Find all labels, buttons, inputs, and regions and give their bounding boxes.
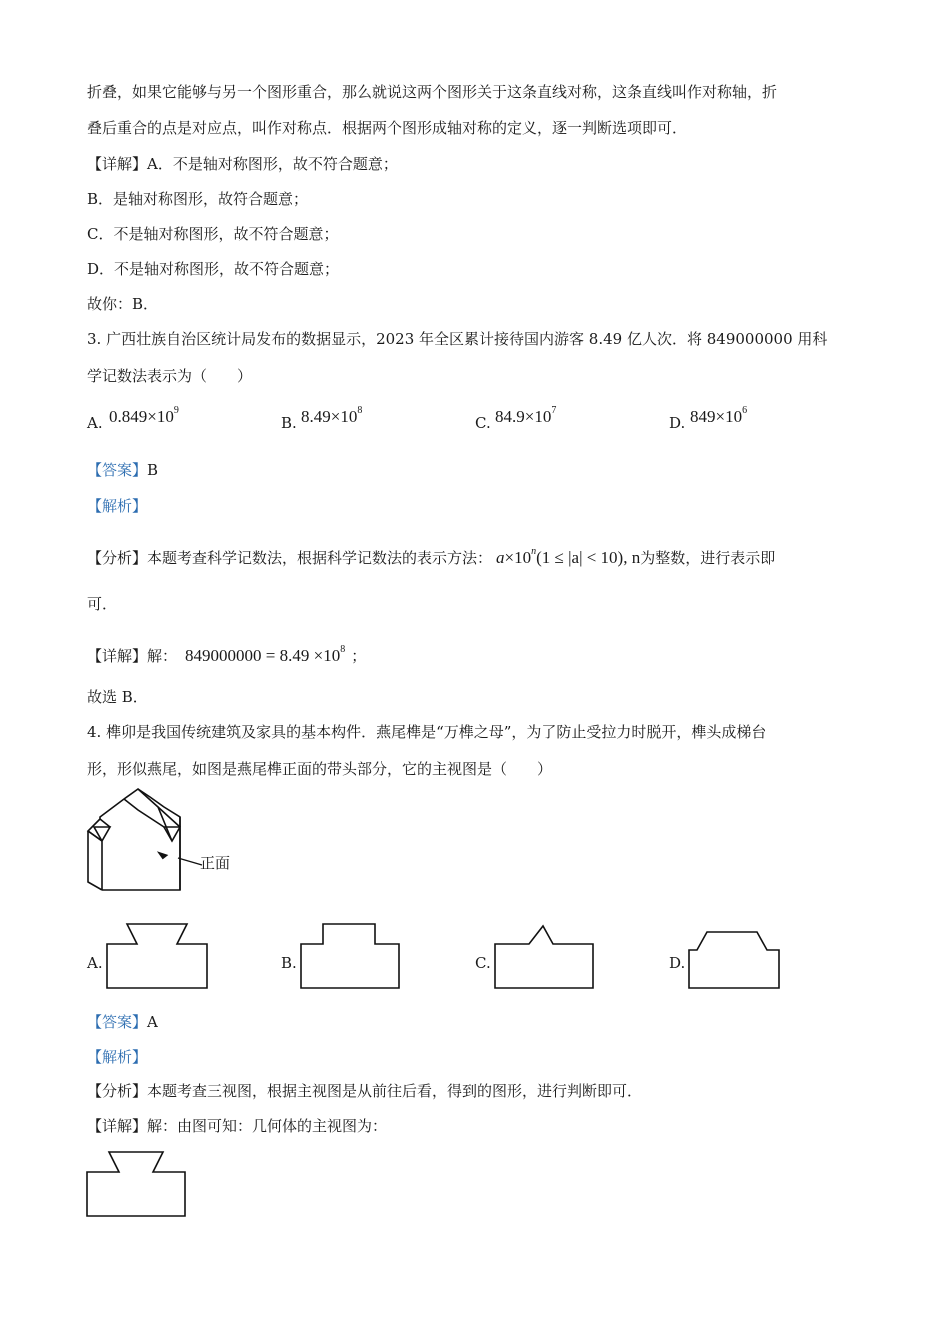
- text-line: 可．: [87, 595, 118, 613]
- fenxi-line: 【分析】本题考查三视图，根据主视图是从前往后看，得到的图形，进行判断即可．: [87, 1082, 643, 1100]
- fenxi-tag: 【分析】: [87, 1082, 148, 1100]
- answer-line: [87, 1012, 158, 1032]
- text-line: B．是轴对称图形，故符合题意；: [87, 190, 309, 208]
- option-d-math: $849\times 10^6$: [690, 405, 748, 426]
- answer-value: B: [147, 461, 159, 479]
- option-b-figure: [299, 922, 401, 990]
- formula: $a\times 10^n(1 \le |a| < 10)$, n: [496, 546, 641, 567]
- answer-value: A: [147, 1013, 158, 1031]
- option-b-label: B.: [281, 954, 297, 972]
- xiangjie-tag: 【详解】: [87, 647, 148, 665]
- solution-front-view-figure: [85, 1150, 189, 1218]
- conclusion: 故选 B．: [87, 688, 148, 706]
- option-b-label: B.: [281, 414, 297, 432]
- text-line: 故你：B．: [87, 295, 159, 313]
- text-line: 折叠，如果它能够与另一个图形重合，那么就说这两个图形关于这条直线对称，这条直线叫作对称轴，折: [87, 83, 778, 101]
- option-c-label: C.: [475, 414, 491, 432]
- option-a-label: A.: [87, 414, 103, 432]
- text-line: 叠后重合的点是对应点，叫作对称点．根据两个图形成轴对称的定义，逐一判断选项即可．: [87, 119, 688, 137]
- analysis-tag: 【解析】: [87, 497, 148, 515]
- analysis-tag: 【解析】: [87, 1048, 148, 1066]
- option-d-label: D.: [669, 414, 686, 432]
- question-4-stem: 形，形似燕尾，如图是燕尾榫正面的带头部分，它的主视图是（ ）: [87, 760, 553, 778]
- formula: $849000000 = 8.49 \times 10^8$: [185, 644, 346, 665]
- text-line: D．不是轴对称图形，故不符合题意；: [87, 260, 340, 278]
- answer-tag: 【答案】: [87, 1013, 148, 1031]
- option-d-label: D.: [669, 954, 686, 972]
- option-d-figure: [687, 922, 781, 990]
- xiangjie-tag: 【详解】: [87, 1117, 148, 1135]
- option-a-figure: [105, 922, 211, 990]
- option-a-label: A.: [87, 954, 103, 972]
- question-3-stem: 学记数法表示为（ ）: [87, 367, 253, 385]
- xiangjie-line: 【详解】解：由图可知：几何体的主视图为：: [87, 1117, 388, 1135]
- question-4-stem: 4. 榫卯是我国传统建筑及家具的基本构件．燕尾榫是“万榫之母”，为了防止受拉力时脱开，榫头成梯台: [87, 723, 767, 741]
- answer-line: [87, 460, 158, 480]
- fenxi-line: 【分析】本题考查科学记数法，根据科学记数法的表示方法： $a\times 10^n(1 \le |a| < 10)$, n为整数，进行表示即: [87, 546, 776, 567]
- answer-tag: 【答案】: [87, 461, 148, 479]
- option-c-label: C.: [475, 954, 491, 972]
- question-3-stem: 3. 广西壮族自治区统计局发布的数据显示，2023 年全区累计接待国内游客 8.49 亿人次．将 849000000 用科: [87, 330, 828, 348]
- figure-label: 正面: [200, 854, 231, 872]
- option-c-figure: [493, 922, 595, 990]
- xiangjie-line: 【详解】解： $849000000 = 8.49 \times 10^8$ ；: [87, 644, 367, 665]
- fenxi-tag: 【分析】: [87, 549, 148, 567]
- option-b-math: $8.49\times 10^8$: [301, 405, 363, 426]
- option-a-math: $0.849\times 10^9$: [109, 405, 179, 426]
- detail-tag: 【详解】: [87, 155, 148, 173]
- detail-line: 【详解】A．不是轴对称图形，故不符合题意；: [87, 155, 398, 173]
- text-line: C．不是轴对称图形，故不符合题意；: [87, 225, 339, 243]
- option-c-math: $84.9\times 10^7$: [495, 405, 557, 426]
- dovetail-3d-figure: [80, 785, 260, 895]
